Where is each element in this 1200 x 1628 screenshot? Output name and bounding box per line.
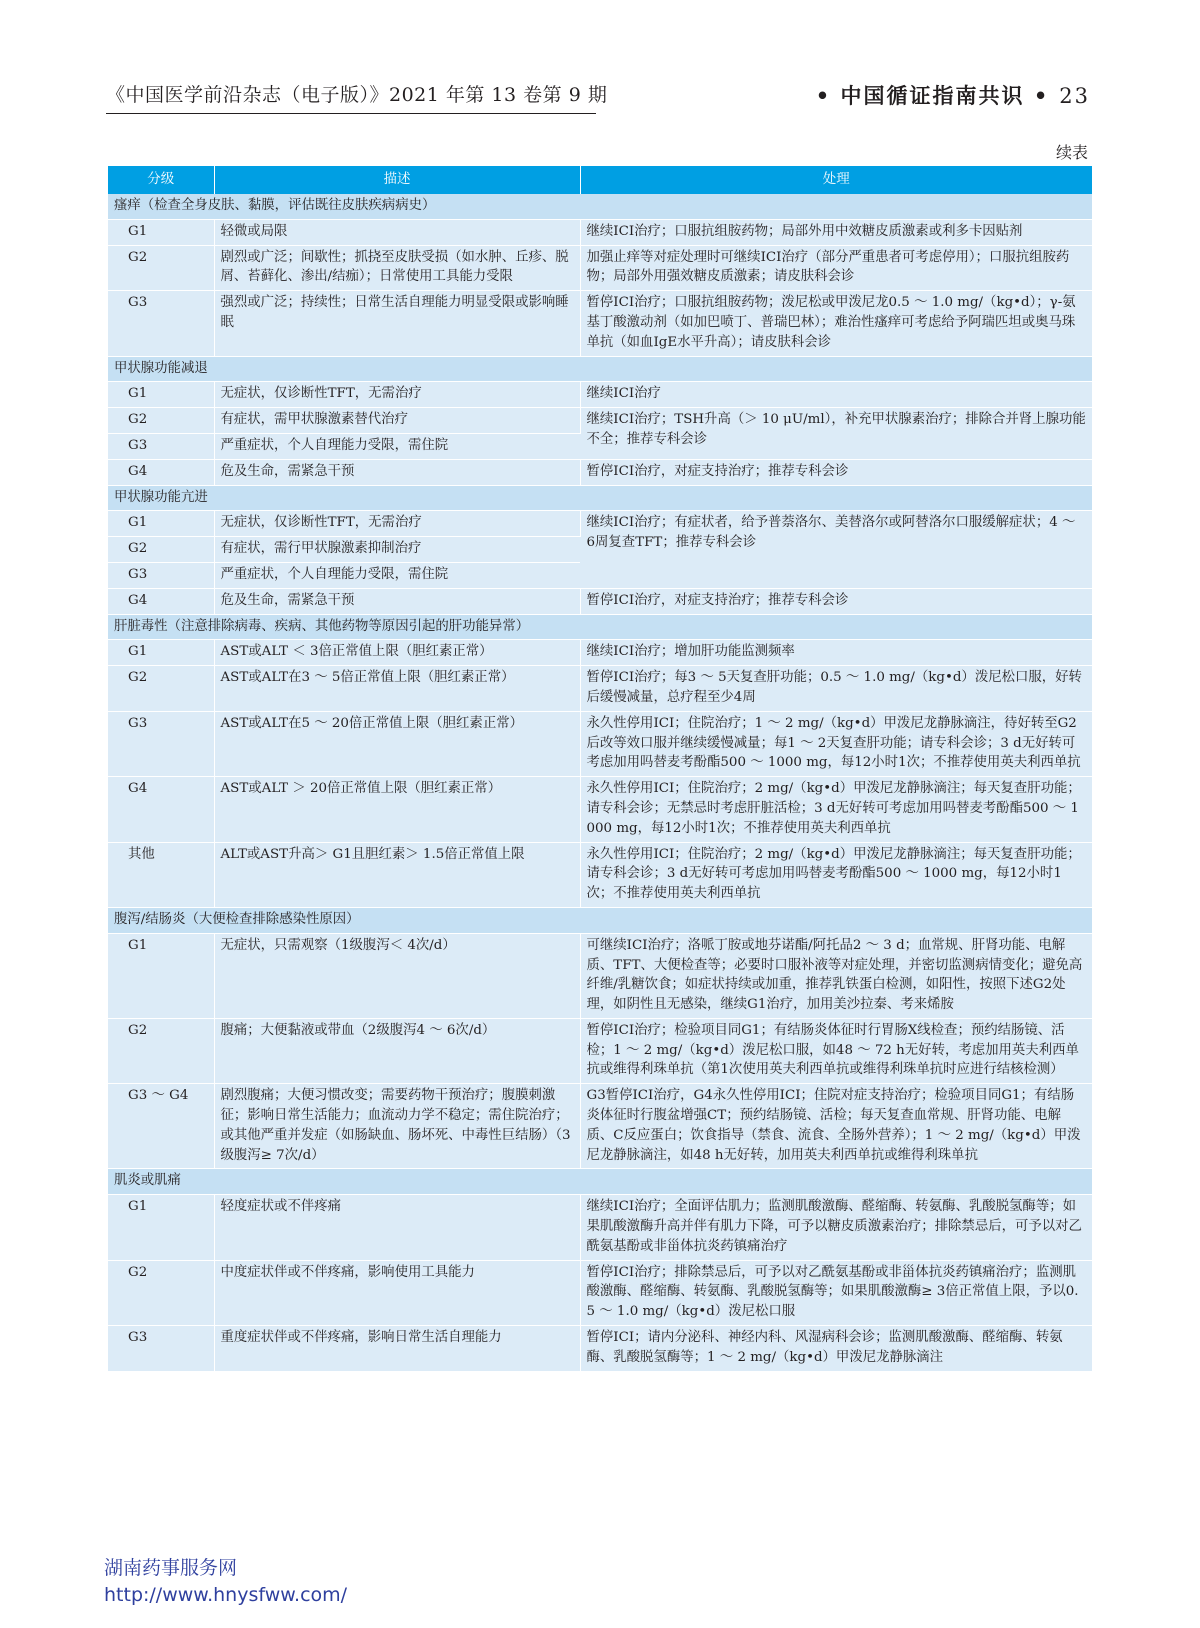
treatment-cell: 继续ICI治疗；全面评估肌力；监测肌酸激酶、醛缩酶、转氨酶、乳酸脱氢酶等；如果肌酸激酶升高并伴有肌力下降，可予以糖皮质激素治疗；排除禁忌后，可予以对乙酰氨基酚或非甾体抗炎药镇痛治疗	[580, 1195, 1092, 1260]
grade-cell: G2	[108, 408, 214, 434]
treatment-cell: 暂停ICI治疗；口服抗组胺药物；泼尼松或甲泼尼龙0.5 ～ 1.0 mg/（kg•d）；γ-氨基丁酸激动剂（如加巴喷丁、普瑞巴林）；难治性瘙痒可考虑给予阿瑞匹坦或奥马珠单抗（如血IgE水平升高）；请皮肤科会诊	[580, 291, 1092, 356]
description-cell: AST或ALT ＞ 20倍正常值上限（胆红素正常）	[214, 777, 580, 842]
description-cell: AST或ALT在3 ～ 5倍正常值上限（胆红素正常）	[214, 666, 580, 712]
column-header-description: 描述	[214, 166, 580, 194]
watermark-name: 湖南药事服务网	[104, 1557, 238, 1579]
table-row	[108, 711, 1092, 776]
treatment-cell: 可继续ICI治疗；洛哌丁胺或地芬诺酯/阿托品2 ～ 3 d；血常规、肝肾功能、电解质、TFT、大便检查等；必要时口服补液等对症处理，并密切监测病情变化；避免高纤维/乳糖饮食；如症状持续或加重，推荐乳铁蛋白检测，如阳性，按照下述G2处理，如阴性且无感染，继续G1治疗，加用美沙拉秦、考来烯胺	[580, 933, 1092, 1018]
description-cell: 无症状，仅诊断性TFT，无需治疗	[214, 382, 580, 408]
page-number: 23	[1059, 84, 1090, 108]
table-row	[108, 640, 1092, 666]
guideline-table	[108, 166, 1092, 1372]
description-cell: 危及生命，需紧急干预	[214, 459, 580, 485]
watermark	[104, 1555, 347, 1609]
grade-cell: G1	[108, 640, 214, 666]
grade-cell: G4	[108, 588, 214, 614]
section-title: 肌炎或肌痛	[108, 1169, 1092, 1195]
table-row	[108, 459, 1092, 485]
grade-cell: G2	[108, 1260, 214, 1325]
section-title: 瘙痒（检查全身皮肤、黏膜，评估既往皮肤疾病病史）	[108, 194, 1092, 219]
grade-cell: G2	[108, 245, 214, 291]
table-row	[108, 588, 1092, 614]
treatment-cell: 继续ICI治疗；TSH升高（＞ 10 μU/ml），补充甲状腺素治疗；排除合并肾上腺功能不全；推荐专科会诊	[580, 408, 1092, 460]
journal-header: 《中国医学前沿杂志（电子版）》2021 年第 13 卷第 9 期	[106, 84, 608, 106]
description-cell: 有症状，需行甲状腺激素抑制治疗	[214, 537, 580, 563]
treatment-cell: 暂停ICI治疗；排除禁忌后，可予以对乙酰氨基酚或非甾体抗炎药镇痛治疗；监测肌酸激酶、醛缩酶、转氨酶、乳酸脱氢酶等；如果肌酸激酶≥ 3倍正常值上限，予以0.5 ～ 1.0 mg/（kg•d）泼尼松口服	[580, 1260, 1092, 1325]
treatment-cell: 暂停ICI治疗；检验项目同G1；有结肠炎体征时行胃肠X线检查；预约结肠镜、活检；1 ～ 2 mg/（kg•d）泼尼松口服，如48 ～ 72 h无好转，考虑加用英夫利西单抗或维得利珠单抗（第1次使用英夫利西单抗或维得利珠单抗时应进行结核检测）	[580, 1018, 1092, 1083]
description-cell: 无症状，仅诊断性TFT，无需治疗	[214, 511, 580, 537]
treatment-cell: 暂停ICI治疗；每3 ～ 5天复查肝功能；0.5 ～ 1.0 mg/（kg•d）泼尼松口服，好转后缓慢减量，总疗程至少4周	[580, 666, 1092, 712]
section-title: 肝脏毒性（注意排除病毒、疾病、其他药物等原因引起的肝功能异常）	[108, 614, 1092, 640]
section-title: 甲状腺功能减退	[108, 356, 1092, 382]
description-cell: 剧烈腹痛；大便习惯改变；需要药物干预治疗；腹膜刺激征；影响日常生活能力；血流动力学不稳定；需住院治疗；或其他严重并发症（如肠缺血、肠坏死、中毒性巨结肠）（3级腹泻≥ 7次/d）	[214, 1084, 580, 1169]
treatment-cell: 继续ICI治疗；有症状者，给予普萘洛尔、美替洛尔或阿替洛尔口服缓解症状；4 ～ 6周复查TFT；推荐专科会诊	[580, 511, 1092, 588]
table-row	[108, 291, 1092, 356]
treatment-cell: 暂停ICI治疗，对症支持治疗；推荐专科会诊	[580, 588, 1092, 614]
watermark-url: http://www.hnysfww.com/	[104, 1584, 348, 1606]
table-row	[108, 1260, 1092, 1325]
table-header-row	[108, 166, 1092, 194]
grade-cell: G1	[108, 511, 214, 537]
table-body	[108, 194, 1092, 1371]
description-cell: 重度症状伴或不伴疼痛，影响日常生活自理能力	[214, 1326, 580, 1372]
section-row	[108, 356, 1092, 382]
treatment-cell: 继续ICI治疗	[580, 382, 1092, 408]
treatment-cell: 永久性停用ICI；住院治疗；1 ～ 2 mg/（kg•d）甲泼尼龙静脉滴注，待好转至G2后改等效口服并继续缓慢减量；每1 ～ 2天复查肝功能；请专科会诊；3 d无好转可考虑加用吗替麦考酚酯500 ～ 1000 mg，每12小时1次；不推荐使用英夫利西单抗	[580, 711, 1092, 776]
section-title: 甲状腺功能亢进	[108, 485, 1092, 511]
description-cell: 危及生命，需紧急干预	[214, 588, 580, 614]
description-cell: 轻微或局限	[214, 219, 580, 245]
grade-cell: G1	[108, 382, 214, 408]
table-row	[108, 245, 1092, 291]
table-row	[108, 382, 1092, 408]
table-row	[108, 666, 1092, 712]
description-cell: AST或ALT ＜ 3倍正常值上限（胆红素正常）	[214, 640, 580, 666]
grade-cell: G4	[108, 459, 214, 485]
description-cell: ALT或AST升高＞ G1且胆红素＞ 1.5倍正常值上限	[214, 842, 580, 907]
section-row	[108, 485, 1092, 511]
grade-cell: G3	[108, 291, 214, 356]
grade-cell: G2	[108, 537, 214, 563]
table-row	[108, 1018, 1092, 1083]
table-row	[108, 777, 1092, 842]
table-row	[108, 842, 1092, 907]
section-row	[108, 1169, 1092, 1195]
continued-label: 续表	[1055, 143, 1088, 162]
treatment-cell: 暂停ICI；请内分泌科、神经内科、风湿病科会诊；监测肌酸激酶、醛缩酶、转氨酶、乳酸脱氢酶等；1 ～ 2 mg/（kg•d）甲泼尼龙静脉滴注	[580, 1326, 1092, 1372]
grade-cell: G2	[108, 1018, 214, 1083]
grade-cell: G1	[108, 219, 214, 245]
grade-cell: G3	[108, 711, 214, 776]
header-rule	[106, 113, 596, 114]
treatment-cell: 继续ICI治疗；增加肝功能监测频率	[580, 640, 1092, 666]
section-header	[816, 80, 1090, 110]
table-row	[108, 1195, 1092, 1260]
description-cell: 有症状，需甲状腺激素替代治疗	[214, 408, 580, 434]
section-row	[108, 614, 1092, 640]
description-cell: 中度症状伴或不伴疼痛，影响使用工具能力	[214, 1260, 580, 1325]
description-cell: 剧烈或广泛；间歇性；抓挠至皮肤受损（如水肿、丘疹、脱屑、苔藓化、渗出/结痂）；日常使用工具能力受限	[214, 245, 580, 291]
table-row	[108, 408, 1092, 434]
column-header-grade: 分级	[108, 166, 214, 194]
grade-cell: G3 ～ G4	[108, 1084, 214, 1169]
grade-cell: G4	[108, 777, 214, 842]
treatment-cell: 加强止痒等对症处理时可继续ICI治疗（部分严重患者可考虑停用）；口服抗组胺药物；局部外用强效糖皮质激素；请皮肤科会诊	[580, 245, 1092, 291]
grade-cell: 其他	[108, 842, 214, 907]
treatment-cell: 永久性停用ICI；住院治疗；2 mg/（kg•d）甲泼尼龙静脉滴注；每天复查肝功能；请专科会诊；无禁忌时考虑肝脏活检；3 d无好转可考虑加用吗替麦考酚酯500 ～ 1000 mg，每12小时1次；不推荐使用英夫利西单抗	[580, 777, 1092, 842]
table-row	[108, 219, 1092, 245]
description-cell: 腹痛；大便黏液或带血（2级腹泻4 ～ 6次/d）	[214, 1018, 580, 1083]
grade-cell: G3	[108, 1326, 214, 1372]
grade-cell: G3	[108, 562, 214, 588]
treatment-cell: G3暂停ICI治疗，G4永久性停用ICI；住院对症支持治疗；检验项目同G1；有结肠炎体征时行腹盆增强CT；预约结肠镜、活检；每天复查血常规、肝肾功能、电解质、C反应蛋白；饮食指导（禁食、流食、全肠外营养）；1 ～ 2 mg/（kg•d）甲泼尼龙静脉滴注，如48 h无好转，加用英夫利西单抗或维得利珠单抗	[580, 1084, 1092, 1169]
description-cell: 严重症状，个人自理能力受限，需住院	[214, 562, 580, 588]
table-row	[108, 1326, 1092, 1372]
table-row	[108, 1084, 1092, 1169]
description-cell: 无症状，只需观察（1级腹泻＜ 4次/d）	[214, 933, 580, 1018]
section-title: 腹泻/结肠炎（大便检查排除感染性原因）	[108, 907, 1092, 933]
table-row	[108, 511, 1092, 537]
description-cell: 轻度症状或不伴疼痛	[214, 1195, 580, 1260]
grade-cell: G2	[108, 666, 214, 712]
treatment-cell: 暂停ICI治疗，对症支持治疗；推荐专科会诊	[580, 459, 1092, 485]
grade-cell: G1	[108, 933, 214, 1018]
description-cell: AST或ALT在5 ～ 20倍正常值上限（胆红素正常）	[214, 711, 580, 776]
treatment-cell: 永久性停用ICI；住院治疗；2 mg/（kg•d）甲泼尼龙静脉滴注；每天复查肝功能；请专科会诊；3 d无好转可考虑加用吗替麦考酚酯500 ～ 1000 mg，每12小时1次；不推荐使用英夫利西单抗	[580, 842, 1092, 907]
column-header-treatment: 处理	[580, 166, 1092, 194]
treatment-cell: 继续ICI治疗；口服抗组胺药物；局部外用中效糖皮质激素或利多卡因贴剂	[580, 219, 1092, 245]
section-row	[108, 194, 1092, 219]
description-cell: 严重症状，个人自理能力受限，需住院	[214, 433, 580, 459]
description-cell: 强烈或广泛；持续性；日常生活自理能力明显受限或影响睡眠	[214, 291, 580, 356]
section-row	[108, 907, 1092, 933]
grade-cell: G3	[108, 433, 214, 459]
table-row	[108, 933, 1092, 1018]
section-title: • 中国循证指南共识 •	[815, 84, 1050, 108]
grade-cell: G1	[108, 1195, 214, 1260]
